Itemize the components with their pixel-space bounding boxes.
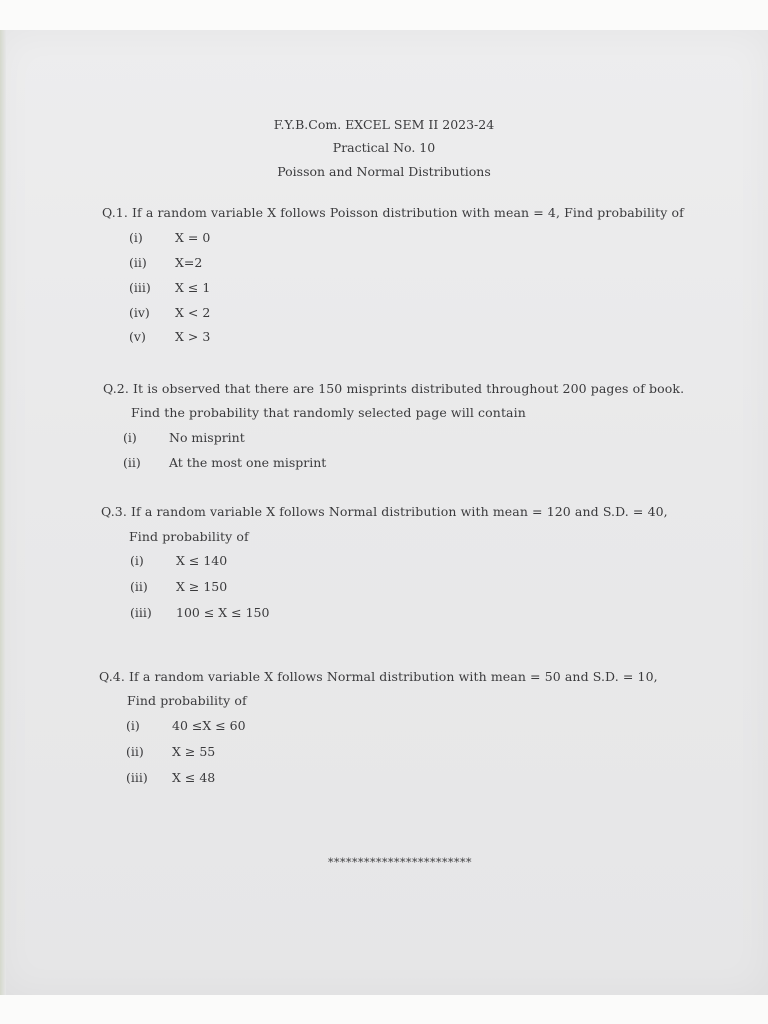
- item-text: X ≥ 55: [172, 744, 216, 759]
- question-2-text: Q.2. It is observed that there are 150 misprints distributed throughout 200 pages of book.: [103, 381, 685, 396]
- item-text: X < 2: [175, 305, 211, 320]
- item-numeral: (iii): [126, 770, 148, 785]
- practical-number: Practical No. 10: [332, 140, 436, 155]
- question-1-text: Q.1. If a random variable X follows Poisson distribution with mean = 4, Find probability of: [102, 205, 684, 220]
- question-2-item-2: [123, 455, 326, 470]
- item-text: 40 ≤X ≤ 60: [172, 718, 246, 733]
- item-text: X ≤ 140: [176, 553, 228, 568]
- item-text: X = 0: [175, 230, 211, 245]
- question-3-subtext: Find probability of: [129, 529, 249, 544]
- item-numeral: (iii): [129, 280, 151, 295]
- item-numeral: (iv): [129, 305, 150, 320]
- item-numeral: (i): [123, 430, 137, 445]
- item-numeral: (ii): [129, 255, 147, 270]
- question-1-item-2: [129, 255, 202, 270]
- item-numeral: (ii): [126, 744, 144, 759]
- question-1-item-5: [129, 329, 210, 344]
- item-text: X > 3: [175, 329, 211, 344]
- question-4-text: Q.4. If a random variable X follows Normal distribution with mean = 50 and S.D. = 10,: [99, 669, 658, 684]
- item-numeral: (v): [129, 329, 146, 344]
- question-3-item-3: [130, 605, 269, 620]
- item-text: X=2: [175, 255, 203, 270]
- question-4-item-1: [126, 718, 246, 733]
- question-4-subtext: Find probability of: [127, 693, 247, 708]
- item-text: X ≤ 48: [172, 770, 216, 785]
- item-text: No misprint: [169, 430, 245, 445]
- question-1-item-3: [129, 280, 210, 295]
- question-3-item-1: [130, 553, 227, 568]
- question-2-item-1: [123, 430, 245, 445]
- item-numeral: (i): [126, 718, 140, 733]
- end-separator: ************************: [328, 856, 472, 869]
- practical-topic: Poisson and Normal Distributions: [277, 164, 491, 179]
- course-title: F.Y.B.Com. EXCEL SEM II 2023-24: [273, 117, 495, 132]
- question-1-item-4: [129, 305, 210, 320]
- item-numeral: (ii): [123, 455, 141, 470]
- question-4-item-3: [126, 770, 215, 785]
- question-2-subtext: Find the probability that randomly selected page will contain: [131, 405, 526, 420]
- item-text: X ≤ 1: [175, 280, 211, 295]
- question-3-text: Q.3. If a random variable X follows Normal distribution with mean = 120 and S.D. = 40,: [101, 504, 668, 519]
- item-numeral: (i): [129, 230, 143, 245]
- item-numeral: (ii): [130, 579, 148, 594]
- item-text: X ≥ 150: [176, 579, 228, 594]
- question-4-item-2: [126, 744, 215, 759]
- question-1-item-1: [129, 230, 210, 245]
- item-text: At the most one misprint: [169, 455, 327, 470]
- item-numeral: (iii): [130, 605, 152, 620]
- item-numeral: (i): [130, 553, 144, 568]
- item-text: 100 ≤ X ≤ 150: [176, 605, 270, 620]
- question-3-item-2: [130, 579, 227, 594]
